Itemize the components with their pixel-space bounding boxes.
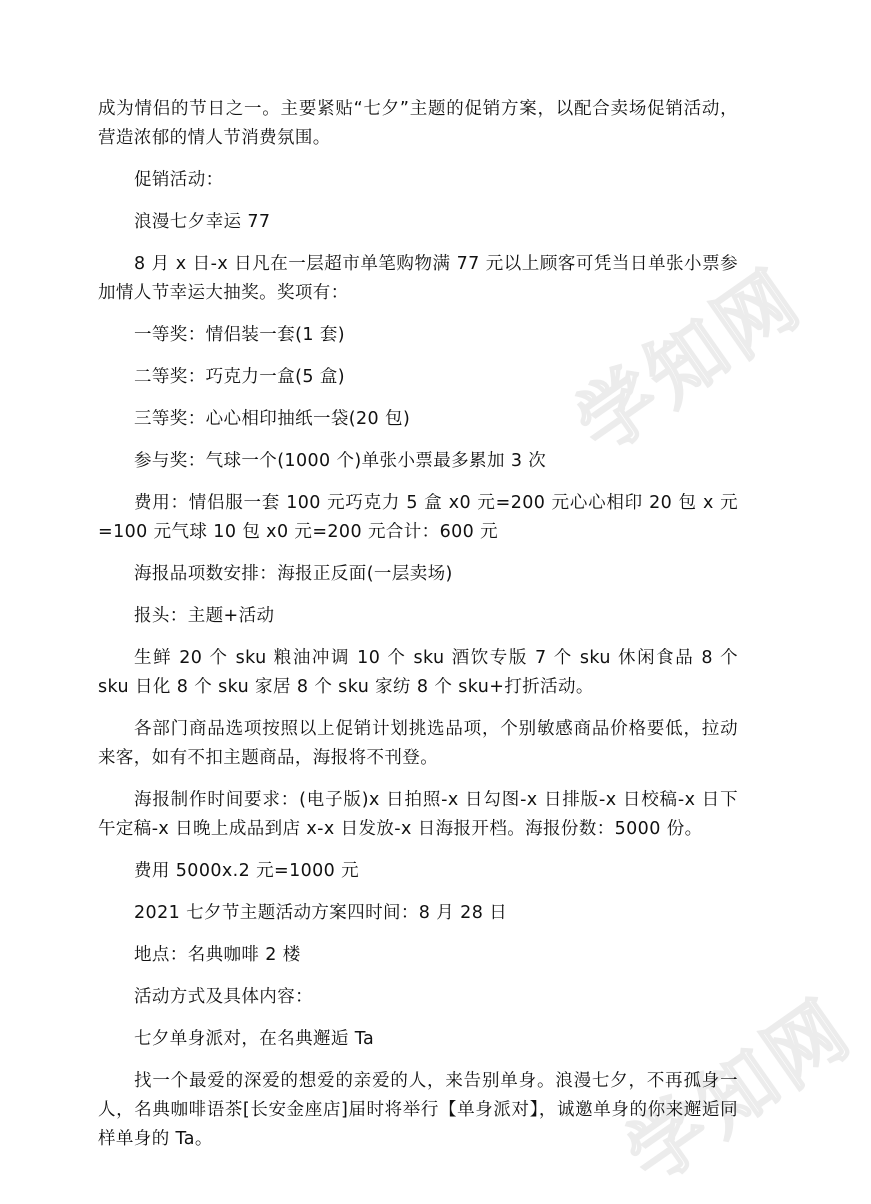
paragraph-promo-heading: 促销活动： — [134, 170, 224, 190]
paragraph-prize-participation: 参与奖：气球一个(1000 个)单张小票最多累加 3 次 — [134, 451, 547, 471]
paragraph-plan-four-time: 2021 七夕节主题活动方案四时间：8 月 28 日 — [134, 903, 508, 923]
paragraph-poster-schedule: 海报制作时间要求：(电子版)x 日拍照-x 日勾图-x 日排版-x 日校稿-x 日下午定稿-x 日晚上成品到店 x-x 日发放-x 日海报开档。海报份数：5000 份。 — [98, 790, 738, 839]
watermark-text: 学知网 — [560, 252, 820, 471]
paragraph-prize-second: 二等奖：巧克力一盒(5 盒) — [134, 367, 345, 387]
paragraph-sku-list: 生鲜 20 个 sku 粮油冲调 10 个 sku 酒饮专版 7 个 sku 休闲食品 8 个 sku 日化 8 个 sku 家居 8 个 sku 家纺 8 个 sku+打折活动。 — [98, 648, 738, 697]
watermark-text: 学知网 — [610, 982, 870, 1201]
paragraph-poster-header: 报头：主题+活动 — [134, 606, 275, 626]
paragraph-selection-rules: 各部门商品选项按照以上促销计划挑选品项，个别敏感商品价格要低，拉动来客，如有不扣主题商品，海报将不刊登。 — [98, 719, 738, 768]
paragraph-prize-first: 一等奖：情侣装一套(1 套) — [134, 325, 345, 345]
paragraph-intro: 成为情侣的节日之一。主要紧贴“七夕”主题的促销方案，以配合卖场促销活动，营造浓郁的情人节消费氛围。 — [98, 99, 738, 148]
paragraph-promo-rule: 8 月 x 日-x 日凡在一层超市单笔购物满 77 元以上顾客可凭当日单张小票参加情人节幸运大抽奖。奖项有： — [98, 254, 738, 303]
paragraph-poster-arrangement: 海报品项数安排：海报正反面(一层卖场) — [134, 564, 453, 584]
paragraph-cost: 费用：情侣服一套 100 元巧克力 5 盒 x0 元=200 元心心相印 20 包 x 元=100 元气球 10 包 x0 元=200 元合计：600 元 — [98, 493, 738, 542]
document-body — [98, 95, 738, 1154]
paragraph-location: 地点：名典咖啡 2 楼 — [134, 945, 301, 965]
paragraph-activity-heading: 活动方式及具体内容： — [134, 987, 313, 1007]
paragraph-prize-third: 三等奖：心心相印抽纸一袋(20 包) — [134, 409, 411, 429]
paragraph-singles-party-title: 七夕单身派对，在名典邂逅 Ta — [134, 1029, 375, 1049]
paragraph-singles-party-body: 找一个最爱的深爱的想爱的亲爱的人，来告别单身。浪漫七夕，不再孤身一人，名典咖啡语茶[长安金座店]届时将举行【单身派对】，诚邀单身的你来邂逅同样单身的 Ta。 — [98, 1071, 738, 1149]
paragraph-promo-title: 浪漫七夕幸运 77 — [134, 212, 271, 232]
paragraph-poster-cost: 费用 5000x.2 元=1000 元 — [134, 861, 360, 881]
